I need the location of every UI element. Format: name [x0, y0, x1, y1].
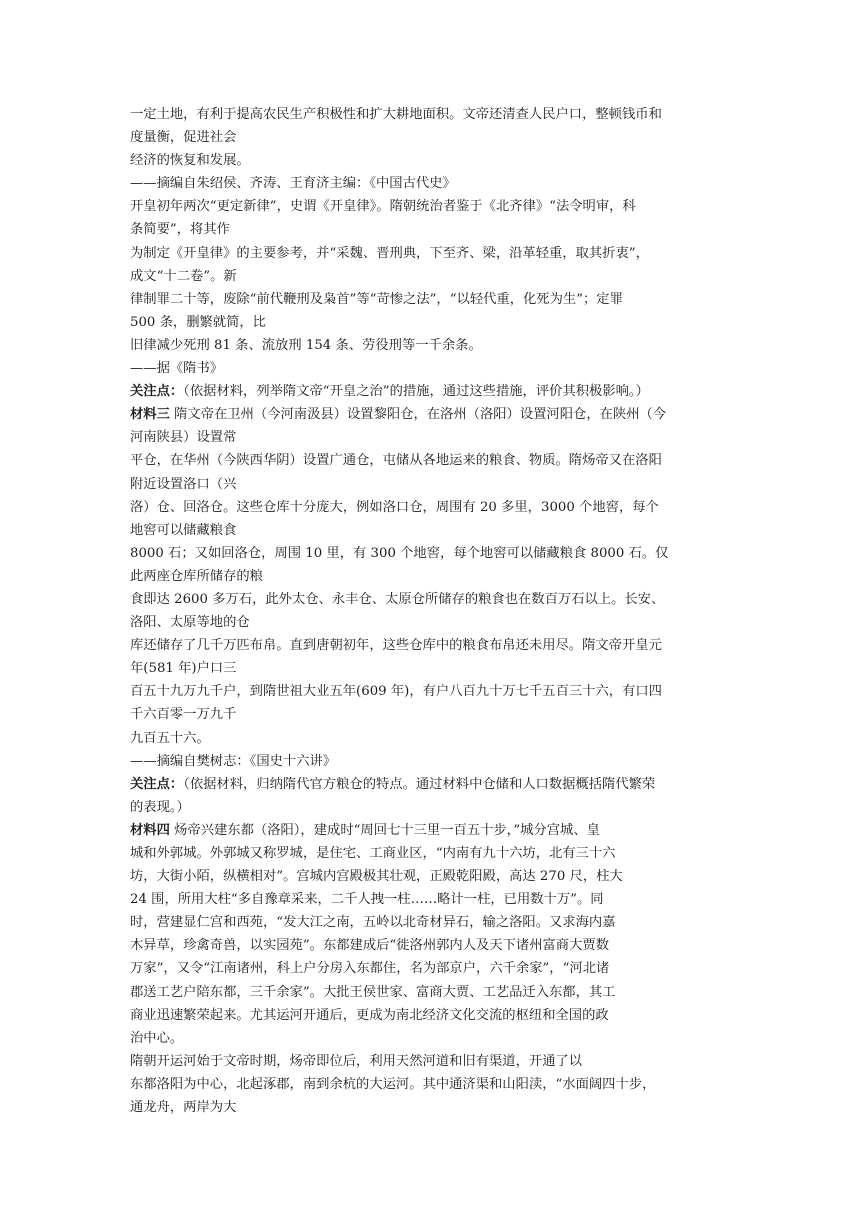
- material-text: 隋文帝在卫州（今河南汲县）设置黎阳仓，在洛州（洛阳）设置河阳仓，在陕州（今: [169, 407, 667, 423]
- text-line: 的表现。）: [130, 799, 190, 815]
- text-line: 度量衡，促进社会: [130, 130, 237, 146]
- text-line: 成文“十二卷”。新: [130, 268, 237, 284]
- text-line: 开皇初年两次“更定新律”，史谓《开皇律》。隋朝统治者鉴于《北齐律》“法令明审，科: [130, 199, 636, 215]
- material-heading: [130, 403, 734, 426]
- source-citation: ——摘编自樊树志：《国史十六讲》: [130, 753, 337, 769]
- text-line: 时，营建显仁宫和西苑，“发大江之南，五岭以北奇材异石，输之洛阳。又求海内嘉: [130, 915, 616, 931]
- text-line: 东都洛阳为中心，北起涿郡，南到余杭的大运河。其中通济渠和山阳渎，“水面阔四十步，: [130, 1076, 656, 1092]
- text-line: 律制罪二十等，废除“前代鞭刑及枭首”等“苛惨之法”，“以轻代重，化死为生”；定罪: [130, 291, 623, 307]
- focus-text: （依据材料，归纳隋代官方粮仓的特点。通过材料中仓储和人口数据概括隋代繁荣: [183, 776, 656, 792]
- text-line: 经济的恢复和发展。: [130, 153, 250, 169]
- text-line: 平仓，在华州（今陕西华阴）设置广通仓，屯储从各地运来的粮食、物质。隋炀帝又在洛阳: [130, 453, 662, 469]
- text-line: 郡送工艺户陪东都，三千余家”。大批王侯世家、富商大贾、工艺品迁入东都，其工: [130, 984, 616, 1000]
- text-line: 为制定《开皇律》的主要参考，并“采魏、晋刑典，下至齐、梁，沿革轻重，取其折衷”，: [130, 245, 649, 261]
- text-line: 九百五十六。: [130, 730, 210, 746]
- text-line: 城和外郭城。外郭城又称罗城，是住宅、工商业区，“内南有九十六坊，北有三十六: [130, 846, 616, 861]
- source-citation: ——据《隋书》: [130, 361, 224, 377]
- text-line: 隋朝开运河始于文帝时期，炀帝即位后，利用天然河道和旧有渠道，开通了以: [130, 1053, 583, 1069]
- text-line: 此两座仓库所储存的粮: [130, 568, 263, 584]
- text-line: 洛阳、太原等地的仓: [130, 615, 250, 631]
- text-line: 一定土地，有利于提高农民生产积极性和扩大耕地面积。文帝还清查人民户口，整顿钱币和: [130, 107, 662, 122]
- focus-label: 关注点：: [130, 384, 184, 400]
- text-line: 百五十九万九千户，到隋世祖大业五年(609 年)，有户八百九十万七千五百三十六，有口四: [130, 684, 662, 700]
- text-line: 河南陕县）设置常: [130, 430, 237, 446]
- focus-point: [130, 773, 734, 796]
- text-line: 地窖可以储藏粮食: [130, 522, 237, 538]
- text-line: 24 围，所用大柱“多自豫章采来，二千人拽一柱……略计一柱，已用数十万”。同: [130, 892, 604, 908]
- text-line: 万家”，又令“江南诸州，科上户分房入东都住，名为部京户，六千余家”，“河北诸: [130, 961, 610, 977]
- text-line: 洛）仓、回洛仓。这些仓库十分庞大，例如洛口仓，周围有 20 多里，3000 个地窖，每个: [130, 499, 659, 515]
- source-citation: ——摘编自朱绍侯、齐涛、王育济主编：《中国古代史》: [130, 176, 456, 192]
- text-line: 商业迅速繁荣起来。尤其运河开通后，更成为南北经济文化交流的枢纽和全国的政: [130, 1007, 609, 1023]
- material-label: 材料四: [130, 822, 170, 838]
- focus-label: 关注点：: [130, 776, 184, 792]
- text-line: 8000 石；又如回洛仓，周围 10 里，有 300 个地窖，每个地窖可以储藏粮食 8000 石。仅: [130, 545, 669, 561]
- text-line: 500 条，删繁就简，比: [130, 314, 266, 330]
- text-line: 千六百零一万九千: [130, 707, 237, 723]
- focus-text: （依据材料，列举隋文帝“开皇之治”的措施，通过这些措施，评价其积极影响。）: [183, 384, 649, 400]
- material-heading: [130, 819, 734, 842]
- text-line: 坊，大街小陌，纵横相对”。宫城内宫殿极其壮观，正殿乾阳殿，高达 270 尺，柱大: [130, 869, 623, 885]
- material-label: 材料三: [130, 407, 170, 423]
- text-line: 条简要”，将其作: [130, 222, 230, 238]
- text-line: 附近设置洛口（兴: [130, 476, 237, 492]
- text-line: 木异草，珍禽奇兽，以实园苑”。东都建成后“徙洛州郭内人及天下诸州富商大贾数: [130, 938, 609, 954]
- text-line: 食即达 2600 多万石，此外太仓、永丰仓、太原仓所储存的粮食也在数百万石以上。长安、: [130, 591, 665, 607]
- text-line: 旧律减少死刑 81 条、流放刑 154 条、劳役刑等一千余条。: [130, 337, 482, 353]
- material-text: 炀帝兴建东都（洛阳），建成时“周回七十三里一百五十步，”城分宫城、皇: [169, 822, 600, 838]
- text-line: 年(581 年)户口三: [130, 661, 237, 677]
- text-line: 库还储存了几千万匹布帛。直到唐朝初年，这些仓库中的粮食布帛还未用尽。隋文帝开皇元: [130, 638, 662, 654]
- text-line: 治中心。: [130, 1030, 184, 1046]
- text-line: 通龙舟，两岸为大: [130, 1100, 237, 1116]
- document-body: [130, 103, 734, 1119]
- focus-point: [130, 380, 734, 403]
